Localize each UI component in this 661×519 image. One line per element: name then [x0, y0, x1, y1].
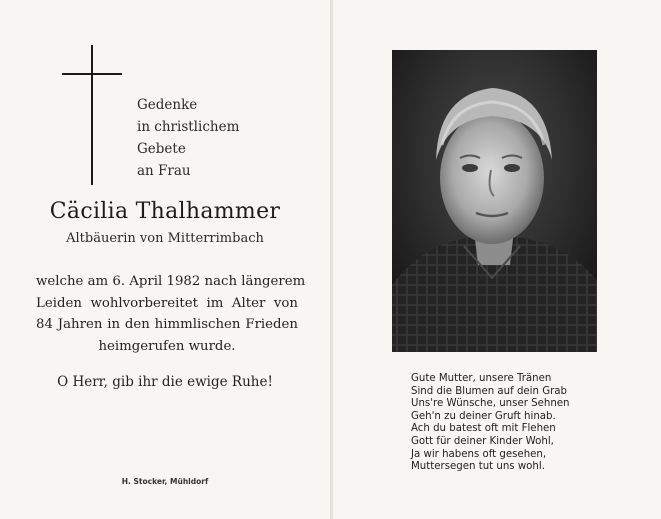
- left-page: [0, 0, 330, 519]
- notice-line: heimgerufen wurde.: [98, 338, 236, 354]
- cross-icon-bar: [62, 73, 122, 75]
- deceased-name: Cäcilia Thalhammer: [49, 199, 281, 224]
- poem-line: Geh'n zu deiner Gruft hinab.: [411, 410, 556, 422]
- poem-line: Ja wir habens oft gesehen,: [411, 448, 547, 460]
- memorial-poem: [411, 373, 570, 474]
- deceased-title: Altbäuerin von Mitterrimbach: [66, 231, 264, 246]
- prayer-intro: [137, 94, 239, 182]
- poem-line: Sind die Blumen auf dein Grab: [411, 385, 568, 397]
- cross-icon: [91, 45, 93, 185]
- prayer-line: Gebete: [137, 141, 186, 157]
- notice-line: Leiden wohlvorbereitet im Alter von: [36, 295, 298, 311]
- portrait-photo: [392, 50, 597, 352]
- printer-credit: H. Stocker, Mühldorf: [121, 477, 209, 486]
- poem-line: Uns're Wünsche, unser Sehnen: [411, 398, 570, 410]
- prayer-line: an Frau: [137, 163, 191, 179]
- death-notice-text: [36, 271, 306, 357]
- poem-line: Gute Mutter, unsere Tränen: [411, 373, 552, 384]
- prayer-line: in christlichem: [137, 119, 240, 135]
- notice-line: welche am 6. April 1982 nach längerem: [36, 274, 306, 289]
- poem-line: Gott für deiner Kinder Wohl,: [411, 435, 554, 447]
- notice-line: 84 Jahren in den himmlischen Frieden: [36, 317, 298, 332]
- prayer-line: Gedenke: [137, 97, 198, 113]
- poem-line: Muttersegen tut uns wohl.: [411, 461, 545, 473]
- poem-line: Ach du batest oft mit Flehen: [411, 423, 556, 435]
- closing-prayer: O Herr, gib ihr die ewige Ruhe!: [57, 374, 273, 390]
